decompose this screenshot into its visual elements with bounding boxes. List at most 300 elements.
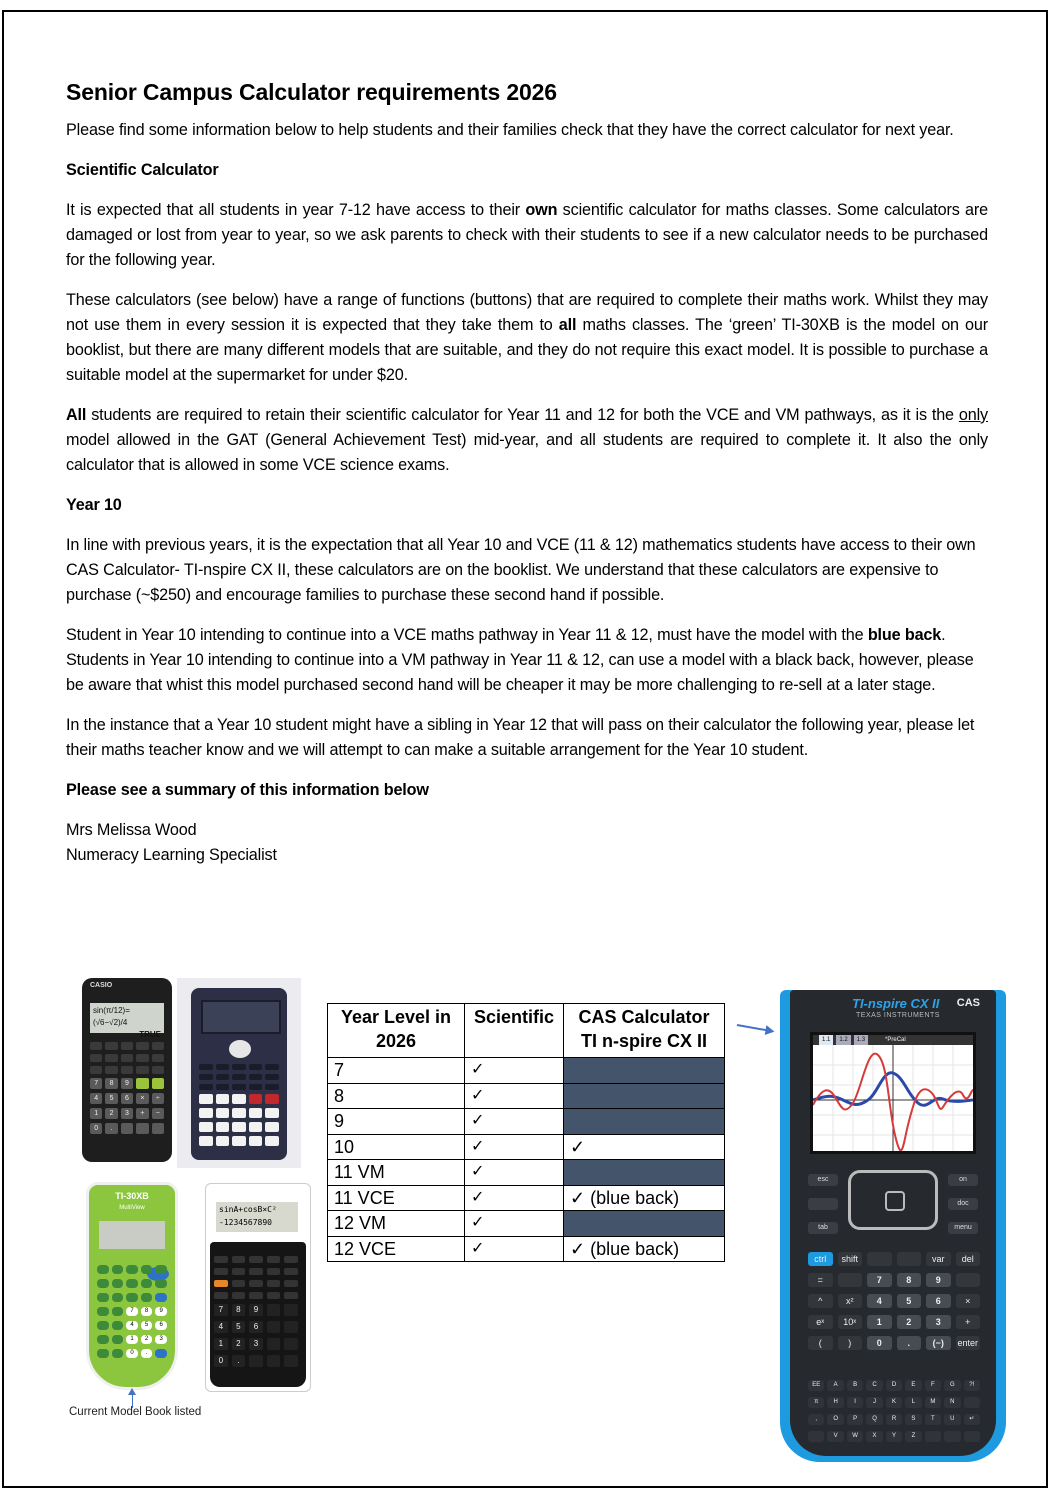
calculator-key: x² [838,1294,863,1308]
calculator-key: var [926,1252,951,1266]
calculator-key [152,1078,164,1089]
ti30xb-calculator-image [86,1182,178,1390]
calculator-key: 0 [214,1355,228,1367]
calculator-key [265,1074,279,1080]
year10-paragraph-2 [66,623,988,698]
summary-table [327,1003,725,1262]
table-row [328,1109,725,1135]
nspire-keypad [808,1252,980,1350]
calculator-key [199,1108,213,1118]
calculator-key [232,1064,246,1070]
calculator-key [199,1094,213,1104]
calculator-key: 7 [214,1304,228,1316]
calculator-key: N [944,1397,960,1408]
summary-note: Please see a summary of this information below [66,781,429,799]
year10-paragraph-1: In line with previous years, it is the expectation that all Year 10 and VCE (11 & 12) mathematics students have access to their own CAS Calculator- TI-nspire CX II, these calculators are on the booklist. We understand that these calculators are expensive to purchase (~$250) and encourage families to purchase these second hand if possible. [66,536,976,604]
calculator-key: − [152,1108,164,1119]
calculator-key [216,1074,230,1080]
calculator-key: 10ˣ [838,1315,863,1329]
calculator-key [249,1136,263,1146]
calculator-key: ctrl [808,1252,833,1266]
calculator-key: ^ [808,1294,833,1308]
calculator-key [249,1292,263,1299]
nspire-cas-badge: CAS [956,997,980,1009]
calculator-key [284,1321,298,1333]
calculator-key [112,1307,124,1316]
bold-text: All [66,406,87,424]
calculator-key: 1 [90,1108,102,1119]
ti30xb-keypad [97,1265,167,1358]
calculator-key [232,1122,246,1132]
calculator-key [141,1279,153,1288]
calculator-key: 3 [121,1108,133,1119]
calculator-key [216,1094,230,1104]
calculator-key: 3 [249,1338,263,1350]
calculator-key: 9 [249,1304,263,1316]
calculator-key [267,1256,281,1263]
calculator-key: . [105,1123,117,1134]
calculator-key [112,1279,124,1288]
year-level-cell: 12 VCE [328,1236,465,1262]
calculator-key: E [905,1380,921,1391]
calculator-key: + [956,1315,981,1329]
calculator-key [284,1280,298,1287]
nspire-tab: 1.1 [819,1035,833,1045]
sharp-calculator-image [205,1183,311,1392]
calculator-key [126,1265,138,1274]
calculator-key: C [866,1380,882,1391]
calculator-key [249,1256,263,1263]
calculator-key [249,1122,263,1132]
bold-text: own [525,201,558,219]
calculator-key: 5 [232,1321,246,1333]
calculator-key [155,1293,167,1302]
nspire-tab: 1.2 [836,1035,850,1045]
year10-heading: Year 10 [66,496,122,514]
calculator-key [136,1066,148,1074]
nspire-screen [810,1032,976,1154]
calculator-key: × [136,1093,148,1104]
calculator-key [867,1252,892,1266]
calculator-key [126,1279,138,1288]
sharp-screen-line: -1234567890 [219,1218,272,1227]
calculator-key: 5 [105,1093,117,1104]
scientific-cell: ✓ [465,1160,564,1186]
calculator-key: 8 [105,1078,117,1089]
scientific-cell: ✓ [465,1083,564,1109]
calculator-key: 6 [926,1294,951,1308]
text-run: These calculators (see below) have a range of functions (buttons) that are required to complete their maths work. Whilst they may not use them in every session it is expected that they take them to [66,291,988,334]
calculator-key: I [847,1397,863,1408]
calculator-key: V [827,1431,843,1442]
calculator-key: 4 [90,1093,102,1104]
calculator-key [232,1084,246,1090]
calculator-key [265,1136,279,1146]
text-run: scientific calculator for maths classes. Some calculators are damaged or lost from year to year, so we ask parents to check with their students to see if a new calculator needs to be purchased for the following year. [66,201,988,269]
calculator-key [232,1268,246,1275]
text-run: maths classes. The ‘green’ TI-30XB is the model on our booklist, but there are many different models that are suitable, and they do not require this exact model. It is possible to purchase a suitable model at the supermarket for under $20. [66,316,988,384]
scientific-cell: ✓ [465,1058,564,1084]
calculator-key: 2 [141,1335,153,1344]
calculator-key [155,1265,167,1274]
bold-text: all [558,316,577,334]
year-level-cell: 11 VCE [328,1185,465,1211]
calculator-key: 4 [867,1294,892,1308]
calculator-key [944,1431,960,1442]
year-level-cell: 9 [328,1109,465,1135]
calculator-key: 0 [126,1349,138,1358]
calculator-key [214,1292,228,1299]
casio-keypad [90,1042,164,1134]
fx-calculator-image [177,978,301,1168]
cas-cell: ✓ (blue back) [564,1185,725,1211]
calculator-key [97,1307,109,1316]
calculator-key: P [847,1414,863,1425]
calculator-key [121,1123,133,1134]
calculator-key [232,1094,246,1104]
calculator-key [267,1338,281,1350]
calculator-key: 1 [126,1335,138,1344]
calculator-key [141,1293,153,1302]
cas-cell-not-required [564,1160,725,1186]
esc-key: esc [808,1174,838,1186]
scientific-cell: ✓ [465,1211,564,1237]
ti30xb-screen [99,1221,165,1249]
year-level-cell: 10 [328,1134,465,1160]
text-run: model allowed in the GAT (General Achievement Test) mid-year, and all students are required to complete it. It also the only calculator that is allowed in some VCE science exams. [66,431,988,474]
year-level-cell: 12 VM [328,1211,465,1237]
calculator-key [232,1280,246,1287]
calculator-key [964,1397,980,1408]
sharp-screen-line: sinA+cosB×C² [219,1205,277,1214]
casio-screen [90,1003,164,1039]
calculator-key: 4 [126,1321,138,1330]
calculator-key: 2 [897,1315,922,1329]
cas-cell-not-required [564,1211,725,1237]
table-row [328,1211,725,1237]
scientific-paragraph-1 [66,198,988,273]
calculator-key [214,1268,228,1275]
calculator-key: EE [808,1380,824,1391]
signature-name: Mrs Melissa Wood [66,821,197,839]
scientific-cell: ✓ [465,1236,564,1262]
calculator-key: del [956,1252,981,1266]
cas-cell: ✓ (blue back) [564,1236,725,1262]
on-key: on [948,1174,978,1186]
calculator-key [216,1064,230,1070]
calculator-key [267,1280,281,1287]
calculator-key: 5 [141,1321,153,1330]
calculator-key: 9 [926,1273,951,1287]
calculator-key [249,1355,263,1367]
bold-text: blue back [867,626,942,644]
ti30xb-sub-text: MultiView [119,1205,145,1211]
calculator-key [112,1349,124,1358]
calculator-key: π [808,1397,824,1408]
calculator-key [265,1108,279,1118]
calculator-key [284,1268,298,1275]
calculator-key: X [866,1431,882,1442]
scientific-cell: ✓ [465,1185,564,1211]
calculator-key [97,1349,109,1358]
underlined-text: only [958,406,988,424]
calculator-key [141,1265,153,1274]
calculator-key [199,1064,213,1070]
calculator-key [216,1108,230,1118]
calculator-key [155,1279,167,1288]
text-run: . Students in Year 10 intending to continue into a VM pathway in Year 11 & 12, can use a model with a black back, however, please be aware that whist this model purchased second hand will be cheaper it may be more challenging to re-sell at a later stage. [66,626,974,694]
calculator-key [214,1256,228,1263]
calculator-key [136,1123,148,1134]
casio-screen-line: TRUE [139,1030,161,1039]
calculator-key [152,1042,164,1050]
calculator-key [121,1054,133,1062]
calculator-key [199,1122,213,1132]
calculator-key: G [944,1380,960,1391]
nspire-logo: TI-nspire CX II [852,996,940,1011]
calculator-key: . [141,1349,153,1358]
calculator-key [97,1321,109,1330]
calculator-key [249,1094,263,1104]
ti-nspire-calculator-image [780,990,1006,1462]
scratchpad-key [808,1198,838,1210]
calculator-key [249,1064,263,1070]
calculator-key [284,1355,298,1367]
tab-key: tab [808,1222,838,1234]
calculator-key: 6 [249,1321,263,1333]
calculator-key: Q [866,1414,882,1425]
calculator-key: ÷ [152,1093,164,1104]
nspire-maker: TEXAS INSTRUMENTS [856,1012,940,1019]
table-row [328,1236,725,1262]
calculator-key [249,1074,263,1080]
scientific-cell: ✓ [465,1109,564,1135]
calculator-key [265,1084,279,1090]
calculator-key: ↵ [964,1414,980,1425]
calculator-key [121,1066,133,1074]
table-row [328,1160,725,1186]
calculator-key: 5 [897,1294,922,1308]
calculator-key [265,1064,279,1070]
calculator-key: H [827,1397,843,1408]
casio-screen-line: sin(π/12)=(√6−√2)/4 [93,1006,130,1027]
calculator-key: enter [957,1338,978,1348]
calculator-key: 4 [214,1321,228,1333]
fx-dpad [229,1040,251,1058]
fx-body [191,988,287,1160]
calculator-key: M [925,1397,941,1408]
calculator-key [97,1293,109,1302]
calculator-key: W [847,1431,863,1442]
scientific-cell: ✓ [465,1134,564,1160]
calculator-key [838,1273,863,1287]
header-year-level: Year Level in 2026 [328,1004,465,1058]
calculator-key: 9 [121,1078,133,1089]
calculator-key: ?! [964,1380,980,1391]
year-level-cell: 11 VM [328,1160,465,1186]
calculator-key [90,1042,102,1050]
calculator-key: , [808,1414,824,1425]
calculator-key: × [956,1294,981,1308]
calculator-key: R [886,1414,902,1425]
calculator-key [956,1273,981,1287]
signature-role: Numeracy Learning Specialist [66,846,277,864]
calculator-key [136,1078,148,1089]
calculator-key [249,1108,263,1118]
calculator-key: B [847,1380,863,1391]
calculator-key [216,1084,230,1090]
cas-cell-not-required [564,1058,725,1084]
doc-key: doc [948,1198,978,1210]
calculator-key [897,1252,922,1266]
calculator-key: K [886,1397,902,1408]
cas-cell-not-required [564,1109,725,1135]
nspire-body [790,990,996,1456]
table-row [328,1134,725,1160]
calculator-key [249,1268,263,1275]
calculator-key [232,1256,246,1263]
document-body [66,76,988,868]
calculator-key [232,1108,246,1118]
calculator-key: shift [838,1252,863,1266]
current-model-caption: Current Model Book listed [69,1406,202,1418]
calculator-key [249,1280,263,1287]
calculator-key: F [925,1380,941,1391]
calculator-key [90,1066,102,1074]
fx-screen [201,1000,281,1034]
calculator-key [249,1084,263,1090]
calculator-key [216,1136,230,1146]
calculator-key [155,1349,167,1358]
ti30xb-brand [89,1191,175,1211]
table-row [328,1083,725,1109]
casio-calculator-image [82,978,172,1162]
calculator-key: U [944,1414,960,1425]
calculator-key [964,1431,980,1442]
calculator-key [152,1123,164,1134]
calculator-key [105,1054,117,1062]
calculator-key: S [905,1414,921,1425]
calculator-key [214,1280,228,1287]
calculator-key [152,1054,164,1062]
calculator-key: 3 [155,1335,167,1344]
calculator-key [136,1054,148,1062]
calculator-key [136,1042,148,1050]
text-run: It is expected that all students in year 7-12 have access to their [66,201,526,219]
text-run: students are required to retain their scientific calculator for Year 11 and 12 for both the VCE and VM pathways, as it is the [86,406,959,424]
calculator-key: Z [905,1431,921,1442]
calculator-key: eˣ [808,1315,833,1329]
nspire-tabs [813,1035,973,1045]
calculator-key: L [905,1397,921,1408]
calculator-key [90,1054,102,1062]
calculator-key [199,1074,213,1080]
sharp-keypad [214,1256,298,1367]
calculator-key [112,1265,124,1274]
calculator-key [97,1279,109,1288]
page-title: Senior Campus Calculator requirements 2026 [66,79,557,105]
calculator-key: 0 [867,1336,892,1350]
calculator-key [284,1292,298,1299]
calculator-key: 3 [926,1315,951,1329]
calculator-key [808,1431,824,1442]
calculator-key: 0 [90,1123,102,1134]
calculator-key [267,1355,281,1367]
calculator-key: = [808,1273,833,1287]
calculator-key: 8 [232,1304,246,1316]
calculator-key: (−) [926,1336,951,1350]
calculator-key: 8 [897,1273,922,1287]
calculator-key: 6 [121,1093,133,1104]
casio-brand: CASIO [90,982,113,989]
calculator-key: 6 [155,1321,167,1330]
year-level-cell: 8 [328,1083,465,1109]
table-row [328,1185,725,1211]
menu-key: menu [948,1222,978,1234]
calculator-key [112,1321,124,1330]
nspire-doc-name: *PreCal [885,1037,906,1043]
calculator-key [97,1265,109,1274]
calculator-key [121,1042,133,1050]
calculator-key [232,1074,246,1080]
calculator-key: T [925,1414,941,1425]
calculator-key: ( [808,1336,833,1350]
year10-paragraph-3: In the instance that a Year 10 student might have a sibling in Year 12 that will pass on their calculator the following year, please let their maths teacher know and we will attempt to can make a suitable arrangement for the Year 10 student. [66,716,975,759]
calculator-key [216,1122,230,1132]
text-run: Student in Year 10 intending to continue into a VCE maths pathway in Year 11 & 12, must have the model with the [66,626,868,644]
calculator-key [152,1066,164,1074]
calculator-key: D [886,1380,902,1391]
calculator-key: 7 [867,1273,892,1287]
year-level-cell: 7 [328,1058,465,1084]
calculator-key [126,1293,138,1302]
calculator-key: 1 [214,1338,228,1350]
calculator-key [267,1321,281,1333]
calculator-key: 1 [867,1315,892,1329]
scientific-paragraph-3 [66,403,988,478]
ti30xb-brand-text: TI-30XB [115,1191,149,1201]
calculator-key: J [866,1397,882,1408]
calculator-key [232,1292,246,1299]
calculator-key: 9 [155,1307,167,1316]
calculator-key: O [827,1414,843,1425]
calculator-key: . [232,1355,246,1367]
table-header-row [328,1004,725,1058]
calculator-key: 7 [126,1307,138,1316]
calculator-key: 7 [90,1078,102,1089]
calculator-key: + [136,1108,148,1119]
sharp-screen [216,1202,298,1232]
header-cas-calculator: CAS Calculator TI n-spire CX II [564,1004,725,1058]
calculator-key: ) [838,1336,863,1350]
calculator-key: 2 [105,1108,117,1119]
calculator-key [112,1293,124,1302]
fx-keypad [199,1064,279,1146]
table-row [328,1058,725,1084]
calculator-key [97,1335,109,1344]
calculator-key [284,1304,298,1316]
calculator-key [265,1094,279,1104]
calculator-key: 2 [232,1338,246,1350]
calculator-key [925,1431,941,1442]
nspire-touchpad [848,1170,938,1230]
nspire-tab: 1.3 [854,1035,868,1045]
calculator-key: 8 [141,1307,153,1316]
calculator-key [112,1335,124,1344]
calculator-key [267,1292,281,1299]
calculator-key: . [897,1336,922,1350]
calculator-key [284,1338,298,1350]
